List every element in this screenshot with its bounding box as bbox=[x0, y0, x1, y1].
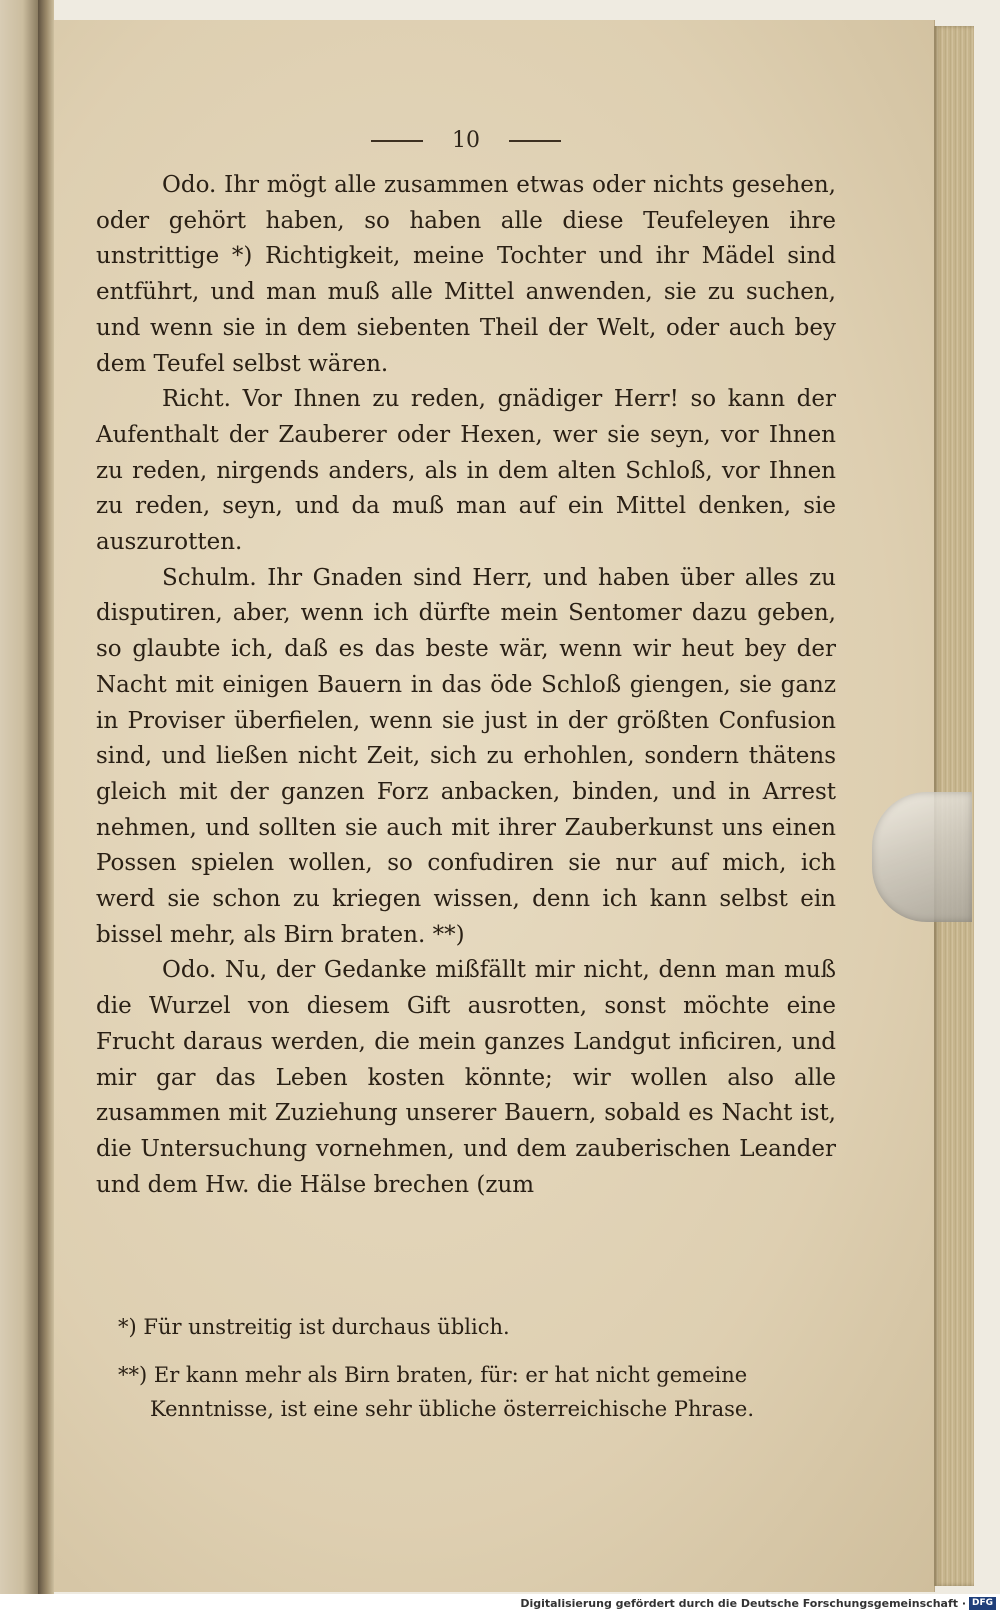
footnote-2: **) Er kann mehr als Birn braten, für: er hat nicht gemeine Kenntnisse, ist eine sehr übliche österreichische Phrase. bbox=[118, 1363, 754, 1421]
footnote-1: *) Für unstreitig ist durchaus üblich. bbox=[118, 1315, 510, 1339]
header-rule-left bbox=[371, 140, 423, 142]
book-gutter bbox=[38, 0, 54, 1614]
page-number: 10 bbox=[452, 128, 480, 153]
paragraph-richt: Richt. Vor Ihnen zu reden, gnädiger Herr! so kann der Aufenthalt der Zauberer oder Hexen, wer sie seyn, vor Ihnen zu reden, nirgends anders, als in dem alten Schloß, vor Ihnen zu reden, seyn, und da muß man auf ein Mittel denken, sie auszurotten. bbox=[96, 386, 836, 556]
page-header bbox=[96, 128, 836, 158]
header-rule-right bbox=[509, 140, 561, 142]
dfg-logo: DFG bbox=[969, 1597, 996, 1610]
footnotes bbox=[118, 1310, 838, 1440]
paragraph-odo-2: Odo. Nu, der Gedanke mißfällt mir nicht, denn man muß die Wurzel von diesem Gift ausrotten, sonst möchte eine Frucht daraus werden, die mein ganzes Landgut inficiren, und mir gar das Leben kosten könnte; wir wollen also alle zusammen mit Zuziehung unserer Bauern, sobald es Nacht ist, die Untersuchung vornehmen, und dem zauberischen Leander und dem Hw. die Hälse brechen (zum bbox=[96, 957, 836, 1198]
paragraph-schulm: Schulm. Ihr Gnaden sind Herr, und haben über alles zu disputiren, aber, wenn ich dürfte mein Sentomer dazu geben, so glaubte ich, daß es das beste wär, wenn wir heut bey der Nacht mit einigen Bauern in das öde Schloß giengen, sie ganz in Proviser überfielen, wenn sie just in der größten Confusion sind, und ließen nicht Zeit, sich zu erhohlen, sondern thätens gleich mit der ganzen Forz anbacken, binden, und in Arrest nehmen, und sollten sie auch mit ihrer Zauberkunst uns einen Possen spielen wollen, so confudiren sie nur auf mich, ich werd sie schon zu kriegen wissen, denn ich kann selbst ein bissel mehr, als Birn braten. **) bbox=[96, 564, 836, 948]
previous-page-edge bbox=[0, 0, 38, 1614]
credit-text: Digitalisierung gefördert durch die Deutsche Forschungsgemeinschaft · bbox=[520, 1597, 966, 1610]
page-clip bbox=[872, 792, 972, 922]
main-text bbox=[96, 168, 836, 1203]
paragraph-odo-1: Odo. Ihr mögt alle zusammen etwas oder nichts gesehen, oder gehört haben, so haben alle diese Teufeleyen ihre unstrittige *) Richtigkeit, meine Tochter und ihr Mädel sind entführt, und man muß alle Mittel anwenden, sie zu suchen, und wenn sie in dem siebenten Theil der Welt, oder auch bey dem Teufel selbst wären. bbox=[96, 172, 836, 377]
